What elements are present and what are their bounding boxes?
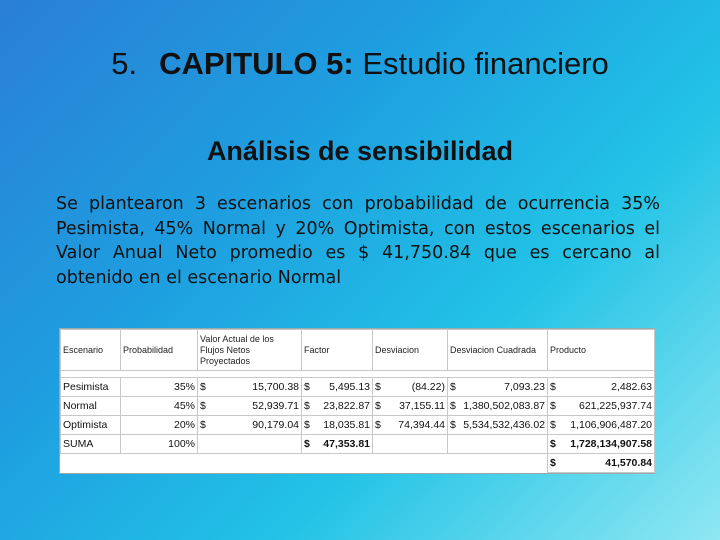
cell-empty bbox=[448, 435, 548, 454]
value-text: 18,035.81 bbox=[323, 419, 370, 431]
title-rest: Estudio financiero bbox=[353, 46, 609, 81]
value-text: 23,822.87 bbox=[323, 400, 370, 412]
value-text: 2,482.63 bbox=[611, 381, 652, 393]
header-escenario: Escenario bbox=[61, 330, 121, 371]
value-text: 41,570.84 bbox=[605, 457, 652, 469]
title-bold: CAPITULO 5: bbox=[159, 46, 354, 81]
table-row bbox=[61, 397, 655, 416]
currency-symbol: $ bbox=[200, 419, 206, 431]
currency-symbol: $ bbox=[450, 381, 456, 393]
title-number: 5. bbox=[111, 46, 138, 81]
currency-symbol: $ bbox=[450, 419, 456, 431]
cell-empty bbox=[198, 435, 302, 454]
cell-escenario: Normal bbox=[61, 397, 121, 416]
cell-escenario: Pesimista bbox=[61, 378, 121, 397]
cell-empty bbox=[121, 454, 198, 473]
value-text: 90,179.04 bbox=[252, 419, 299, 431]
currency-symbol: $ bbox=[375, 400, 381, 412]
currency-symbol: $ bbox=[375, 381, 381, 393]
cell-probabilidad: 45% bbox=[121, 397, 198, 416]
value-text: 1,728,134,907.58 bbox=[570, 438, 652, 450]
currency-symbol: $ bbox=[550, 400, 556, 412]
cell-producto bbox=[548, 416, 655, 435]
value-text: 37,155.11 bbox=[399, 400, 445, 412]
currency-symbol: $ bbox=[550, 457, 556, 469]
cell-empty bbox=[373, 454, 448, 473]
cell-empty bbox=[198, 454, 302, 473]
currency-symbol: $ bbox=[304, 400, 310, 412]
cell-factor bbox=[302, 397, 373, 416]
cell-suma-producto bbox=[548, 435, 655, 454]
cell-desviacion-cuadrada bbox=[448, 416, 548, 435]
cell-factor bbox=[302, 416, 373, 435]
cell-empty bbox=[373, 435, 448, 454]
cell-empty bbox=[61, 454, 121, 473]
value-text: 52,939.71 bbox=[252, 400, 299, 412]
currency-symbol: $ bbox=[200, 381, 206, 393]
value-text: 5,534,532,436.02 bbox=[463, 419, 545, 431]
cell-final-producto bbox=[548, 454, 655, 473]
cell-producto bbox=[548, 397, 655, 416]
table-row bbox=[61, 416, 655, 435]
header-desviacion: Desviacion bbox=[373, 330, 448, 371]
value-text: 5,495.13 bbox=[329, 381, 370, 393]
cell-factor bbox=[302, 378, 373, 397]
cell-empty bbox=[448, 454, 548, 473]
currency-symbol: $ bbox=[375, 419, 381, 431]
cell-suma-factor bbox=[302, 435, 373, 454]
cell-escenario: Optimista bbox=[61, 416, 121, 435]
header-producto: Producto bbox=[548, 330, 655, 371]
cell-desviacion-cuadrada bbox=[448, 397, 548, 416]
cell-desviacion bbox=[373, 378, 448, 397]
cell-desviacion-cuadrada bbox=[448, 378, 548, 397]
header-desviacion-cuadrada: Desviacion Cuadrada bbox=[448, 330, 548, 371]
value-text: 621,225,937.74 bbox=[579, 400, 652, 412]
slide-title bbox=[0, 46, 720, 82]
currency-symbol: $ bbox=[450, 400, 456, 412]
currency-symbol: $ bbox=[304, 381, 310, 393]
currency-symbol: $ bbox=[304, 438, 310, 450]
currency-symbol: $ bbox=[550, 438, 556, 450]
cell-desviacion bbox=[373, 416, 448, 435]
header-factor: Factor bbox=[302, 330, 373, 371]
value-text: 1,380,502,083.87 bbox=[463, 400, 545, 412]
cell-suma-label: SUMA bbox=[61, 435, 121, 454]
spacer-row bbox=[61, 371, 655, 378]
value-text: 1,106,906,487.20 bbox=[570, 419, 652, 431]
value-text: 47,353.81 bbox=[323, 438, 370, 450]
table-row-suma bbox=[61, 435, 655, 454]
slide-subtitle: Análisis de sensibilidad bbox=[206, 136, 514, 166]
value-text: (84.22) bbox=[411, 381, 445, 393]
table-row-final bbox=[61, 454, 655, 473]
cell-valor bbox=[198, 397, 302, 416]
cell-probabilidad: 20% bbox=[121, 416, 198, 435]
value-text: 74,394.44 bbox=[398, 419, 445, 431]
table-header-row bbox=[61, 330, 655, 371]
cell-desviacion bbox=[373, 397, 448, 416]
cell-suma-probabilidad: 100% bbox=[121, 435, 198, 454]
value-text: 15,700.38 bbox=[252, 381, 299, 393]
currency-symbol: $ bbox=[550, 419, 556, 431]
cell-valor bbox=[198, 378, 302, 397]
table-row bbox=[61, 378, 655, 397]
header-probabilidad: Probabilidad bbox=[121, 330, 198, 371]
cell-producto bbox=[548, 378, 655, 397]
sensitivity-table bbox=[60, 329, 654, 473]
header-valor: Valor Actual de los Flujos Netos Proyectados bbox=[198, 330, 302, 371]
currency-symbol: $ bbox=[304, 419, 310, 431]
cell-probabilidad: 35% bbox=[121, 378, 198, 397]
currency-symbol: $ bbox=[550, 381, 556, 393]
cell-valor bbox=[198, 416, 302, 435]
slide-paragraph: Se plantearon 3 escenarios con probabilidad de ocurrencia 35% Pesimista, 45% Normal y 20% Optimista, con estos escenarios el Valor Anual Neto promedio es $ 41,750.84 que es cercano al obtenido en el escenario Normal bbox=[56, 194, 660, 288]
value-text: 7,093.23 bbox=[504, 381, 545, 393]
currency-symbol: $ bbox=[200, 400, 206, 412]
cell-empty bbox=[302, 454, 373, 473]
